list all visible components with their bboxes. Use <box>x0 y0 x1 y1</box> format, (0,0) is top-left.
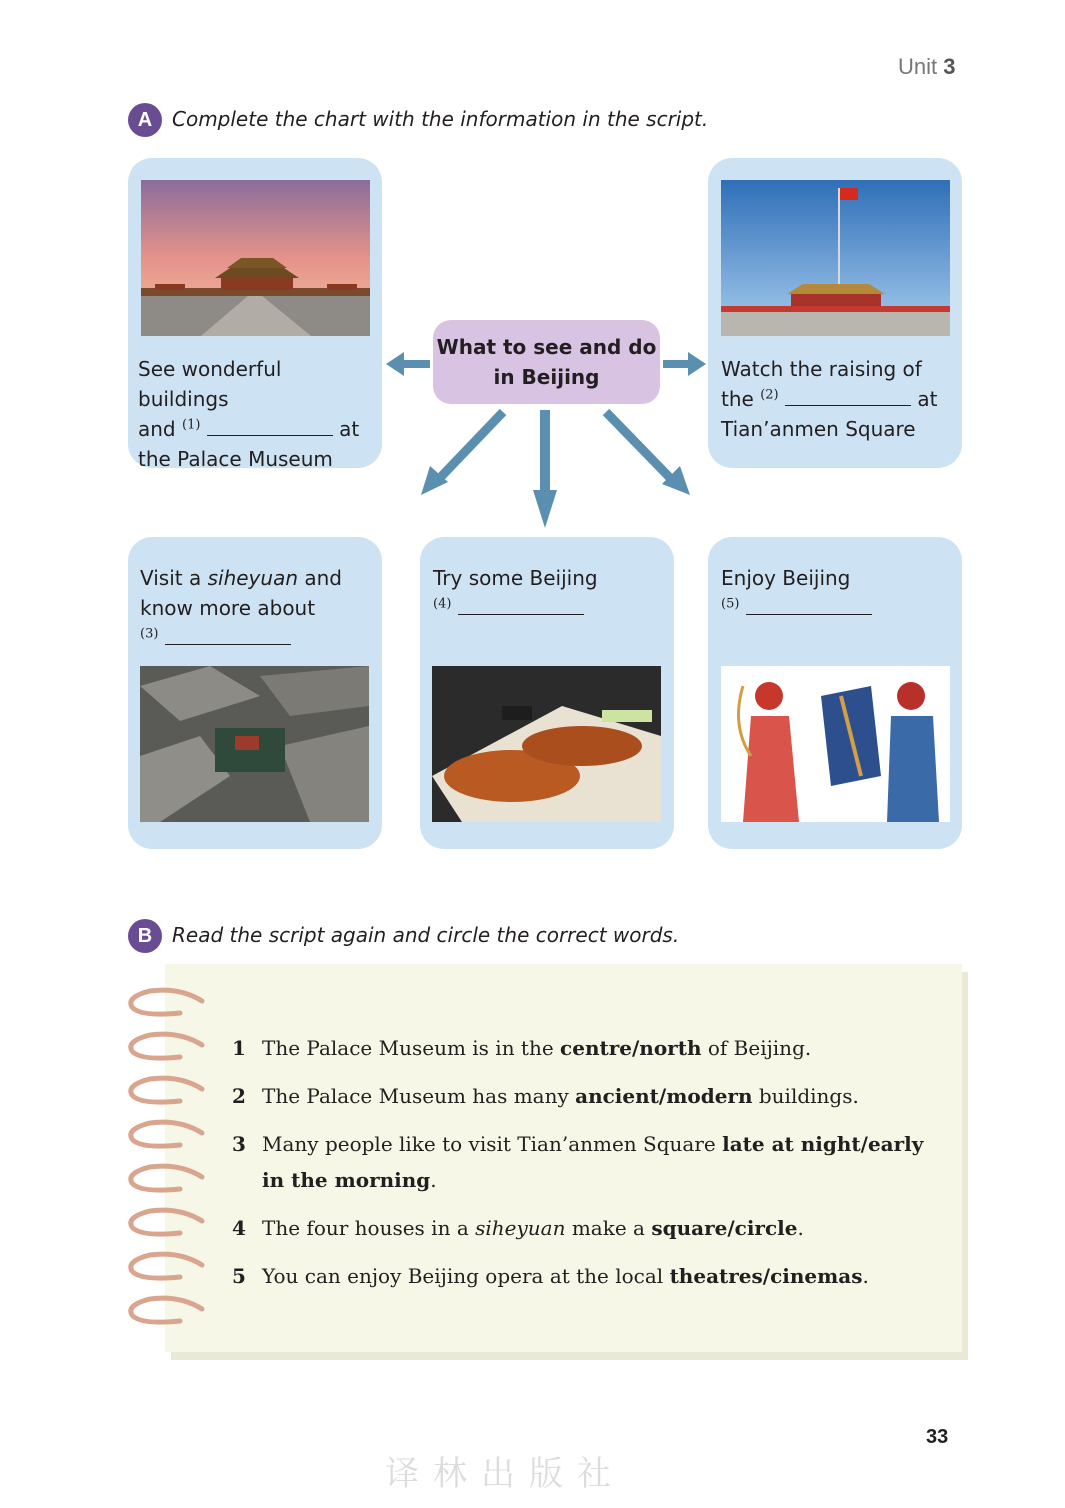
notebook-spiral <box>120 985 220 1330</box>
palace-text-line3: the Palace Museum <box>138 447 333 471</box>
beijing-opera-photo <box>721 666 950 822</box>
siheyuan-text-line2: know more about <box>140 596 316 620</box>
food-text-line1: Try some Beijing <box>433 566 598 590</box>
publisher-watermark: 译林出版社 <box>385 1454 625 1494</box>
unit-label: Unit 3 <box>898 54 956 79</box>
siheyuan-text-line3: (3) <box>140 623 380 653</box>
food-text-line2: (4) <box>433 593 673 623</box>
center-line1: What to see and do <box>436 335 657 359</box>
choice-3[interactable]: late at night/early <box>722 1132 924 1156</box>
card-siheyuan <box>128 537 382 849</box>
opera-text-line1: Enjoy Beijing <box>721 566 851 590</box>
choice-4[interactable]: square/circle <box>651 1216 798 1240</box>
tiananmen-text-line2: the $^{(2)}$ at <box>721 387 938 411</box>
siheyuan-photo <box>140 666 369 822</box>
choice-1[interactable]: centre/north <box>560 1036 702 1060</box>
choice-3-continued[interactable]: in the morning <box>262 1168 431 1192</box>
question-2: 2 The Palace Museum has many ancient/modern buildings. <box>232 1084 859 1108</box>
section-a-instruction: Complete the chart with the information in the script. <box>172 107 709 131</box>
chart-arrows <box>0 0 1065 540</box>
card-opera <box>708 537 962 849</box>
roast-duck-photo <box>432 666 661 822</box>
center-line2: in Beijing <box>493 365 600 389</box>
arrow-down <box>533 410 557 528</box>
answer-blank-3[interactable] <box>165 626 291 645</box>
arrow-down-left <box>421 412 503 495</box>
palace-text-line2: and $^{(1)}$ at <box>138 417 360 441</box>
page-number: 33 <box>926 1426 949 1448</box>
question-5: 5 You can enjoy Beijing opera at the local theatres/cinemas. <box>232 1264 869 1288</box>
question-list <box>232 1030 952 1294</box>
tiananmen-text-line1: Watch the raising of <box>721 357 922 381</box>
palace-text-line1: See wonderful buildings <box>138 357 282 411</box>
choice-2[interactable]: ancient/modern <box>575 1084 753 1108</box>
question-3: 3 Many people like to visit Tian’anmen Square late at night/early in the morning. <box>232 1132 924 1192</box>
question-1: 1 The Palace Museum is in the centre/north of Beijing. <box>232 1036 812 1060</box>
card-food <box>420 537 674 849</box>
question-4: 4 The four houses in a siheyuan make a square/circle. <box>232 1216 804 1240</box>
tiananmen-text-line3: Tian’anmen Square <box>721 417 916 441</box>
choice-5[interactable]: theatres/cinemas <box>669 1264 863 1288</box>
arrow-left <box>386 352 430 376</box>
section-b-badge: B <box>128 919 162 953</box>
siheyuan-text-line1: Visit a siheyuan and <box>140 566 342 590</box>
arrow-down-right <box>606 412 690 495</box>
answer-blank-5[interactable] <box>746 596 872 615</box>
section-b-instruction: Read the script again and circle the correct words. <box>172 923 680 947</box>
arrow-right <box>663 352 706 376</box>
opera-text-line2: (5) <box>721 593 961 623</box>
section-a-badge: A <box>128 103 162 137</box>
answer-blank-4[interactable] <box>458 596 584 615</box>
